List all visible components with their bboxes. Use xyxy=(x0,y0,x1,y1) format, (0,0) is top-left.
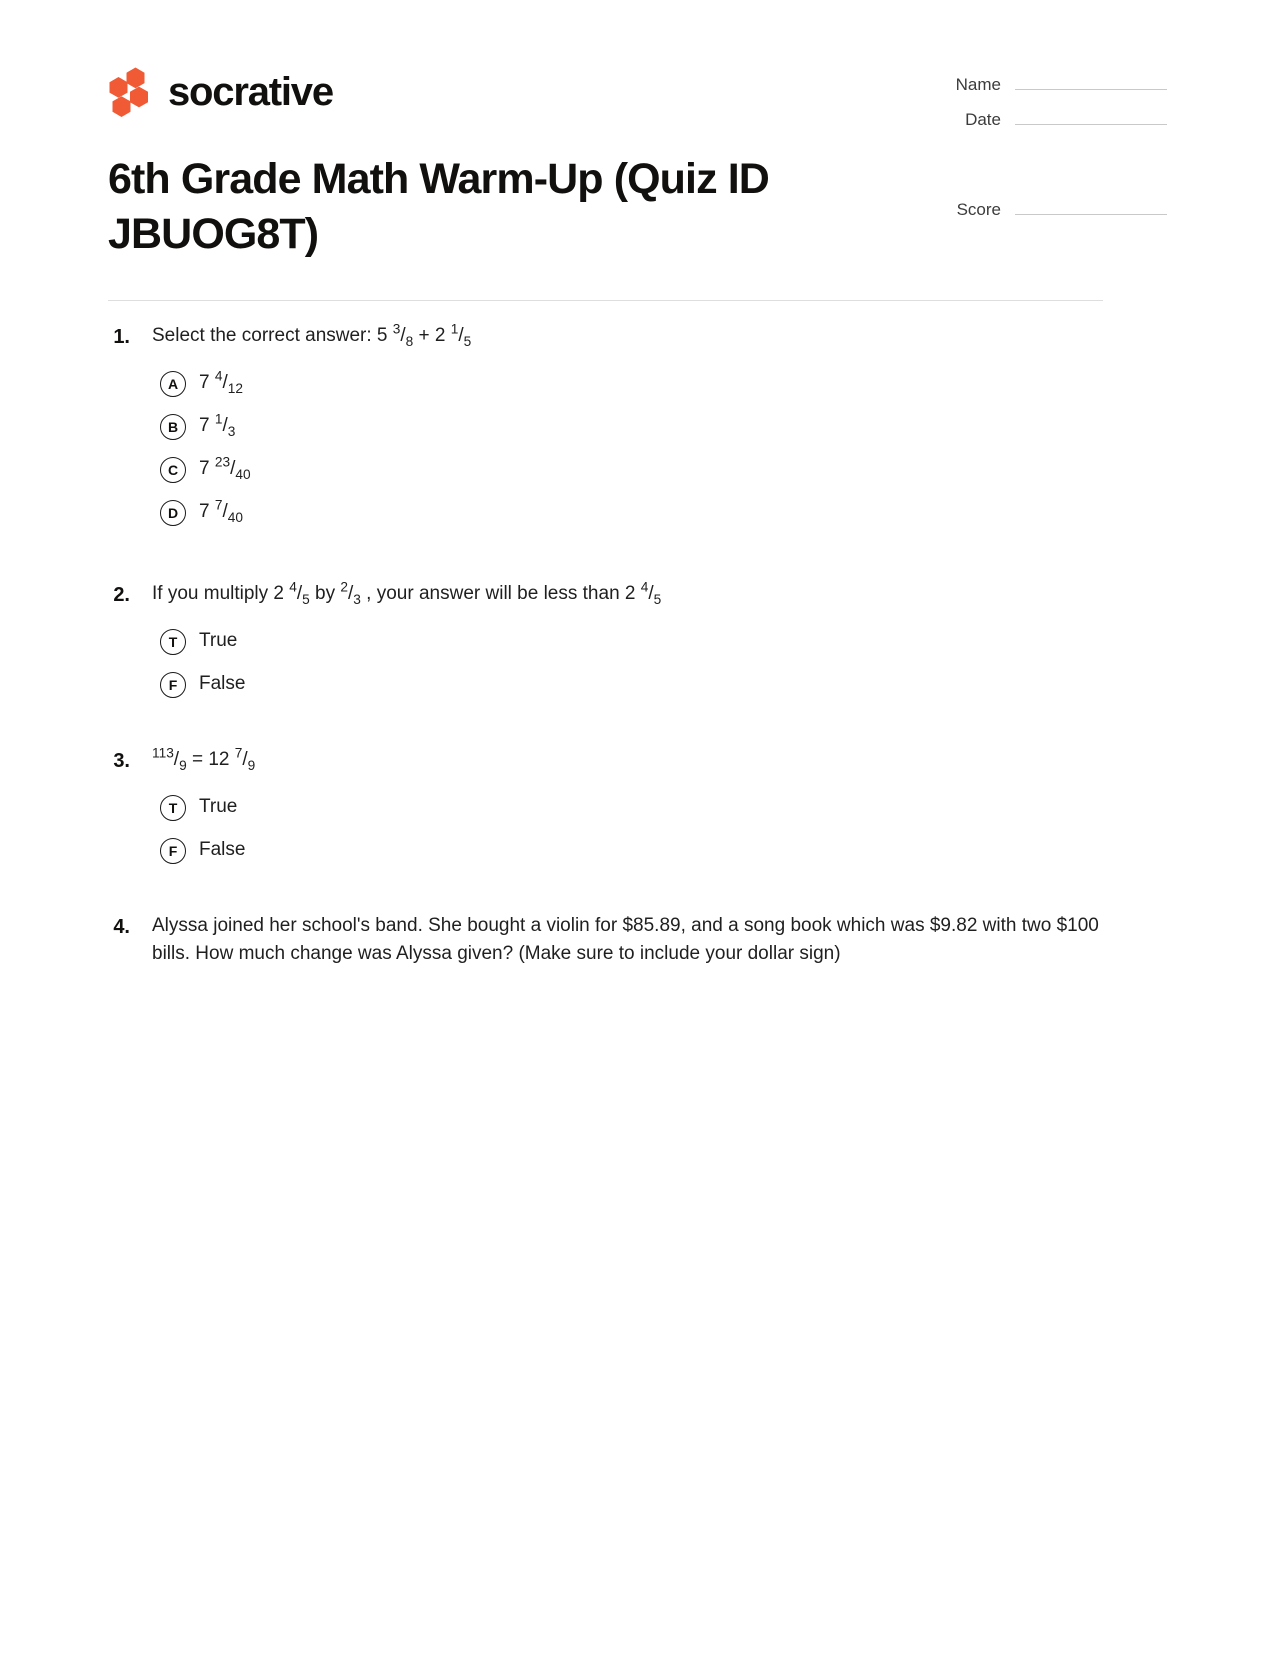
fraction-numerator: 1 xyxy=(450,321,459,337)
question-header xyxy=(108,912,1103,968)
question-item xyxy=(108,912,1103,968)
fraction-numerator: 4 xyxy=(214,368,223,384)
option-label xyxy=(199,497,243,525)
socrative-hexagon-logo-icon xyxy=(108,67,154,117)
page-header xyxy=(0,0,1275,143)
option-bubble-t[interactable]: T xyxy=(160,795,186,821)
fraction-slash: / xyxy=(400,325,406,346)
text-run: True xyxy=(199,630,238,652)
option-bubble-f[interactable]: F xyxy=(160,672,186,698)
student-meta-fields xyxy=(929,73,1167,143)
answer-option[interactable] xyxy=(108,663,1103,706)
fraction-slash: / xyxy=(222,415,228,437)
page-title: 6th Grade Math Warm-Up (Quiz ID JBUOG8T) xyxy=(108,155,769,259)
option-bubble-a[interactable]: A xyxy=(160,371,186,397)
question-number: 1. xyxy=(113,326,130,348)
date-label: Date xyxy=(965,110,1001,129)
text-run: Alyssa joined her school's band. She bought a violin for $85.89, and a song book which was $9.82 with two $100 bills. How much change was Alyssa given? (Make sure to include your dollar sign) xyxy=(152,915,1099,964)
fraction-slash: / xyxy=(348,583,354,604)
fraction-denominator: 40 xyxy=(227,509,243,525)
question-number: 3. xyxy=(113,750,130,772)
answer-option[interactable] xyxy=(108,448,1103,491)
fraction-numerator: 23 xyxy=(214,454,231,470)
text-run: = 12 xyxy=(186,749,235,770)
date-field-row xyxy=(929,108,1167,130)
fraction-numerator: 2 xyxy=(340,579,349,595)
text-run: 7 xyxy=(199,372,215,394)
fraction-denominator: 8 xyxy=(405,333,414,349)
answer-option[interactable] xyxy=(108,829,1103,872)
name-field-row xyxy=(929,73,1167,95)
question-prompt xyxy=(152,322,1103,350)
answer-option[interactable] xyxy=(108,786,1103,829)
brand-wordmark: socrative xyxy=(168,70,333,114)
fraction-numerator: 4 xyxy=(640,579,649,595)
text-run: Select the correct answer: 5 xyxy=(152,325,393,346)
fraction-numerator: 113 xyxy=(152,745,174,761)
text-run: + 2 xyxy=(413,325,451,346)
fraction-slash: / xyxy=(648,583,654,604)
brand-logo xyxy=(108,67,333,117)
question-header xyxy=(108,580,1103,610)
fraction-slash: / xyxy=(222,372,228,394)
score-input-line[interactable] xyxy=(1015,198,1167,215)
option-label xyxy=(199,673,245,696)
fraction-denominator: 40 xyxy=(235,466,251,482)
option-label xyxy=(199,839,245,862)
fraction-slash: / xyxy=(173,749,180,770)
header-divider xyxy=(108,300,1103,301)
text-run: If you multiply 2 xyxy=(152,583,290,604)
fraction-denominator: 12 xyxy=(227,380,243,396)
answer-option[interactable] xyxy=(108,620,1103,663)
fraction-slash: / xyxy=(222,501,228,523)
option-label xyxy=(199,411,236,439)
question-header xyxy=(108,322,1103,352)
fraction-numerator: 7 xyxy=(214,497,223,513)
text-run: by xyxy=(309,583,341,604)
fraction-denominator: 3 xyxy=(227,423,236,439)
fraction-denominator: 3 xyxy=(353,591,361,607)
question-header xyxy=(108,746,1103,776)
option-bubble-t[interactable]: T xyxy=(160,629,186,655)
fraction-denominator: 5 xyxy=(302,591,310,607)
questions-list xyxy=(108,322,1103,968)
option-bubble-c[interactable]: C xyxy=(160,457,186,483)
fraction-numerator: 3 xyxy=(392,321,401,337)
option-label xyxy=(199,630,237,653)
answer-option[interactable] xyxy=(108,405,1103,448)
score-label: Score xyxy=(956,200,1001,219)
answer-options xyxy=(108,620,1103,706)
fraction-numerator: 7 xyxy=(234,745,243,761)
fraction-slash: / xyxy=(458,325,464,346)
question-number: 2. xyxy=(113,584,130,606)
score-field-row xyxy=(929,198,1167,220)
fraction-denominator: 9 xyxy=(179,757,187,773)
fraction-numerator: 4 xyxy=(289,579,297,595)
question-item xyxy=(108,746,1103,872)
text-run: , your answer will be less than 2 xyxy=(360,583,641,604)
option-label xyxy=(199,454,251,482)
question-prompt xyxy=(152,580,1103,608)
fraction-slash: / xyxy=(230,458,236,480)
text-run: True xyxy=(199,796,238,818)
text-run: False xyxy=(199,839,246,861)
option-bubble-f[interactable]: F xyxy=(160,838,186,864)
option-bubble-d[interactable]: D xyxy=(160,500,186,526)
question-item xyxy=(108,322,1103,534)
name-input-line[interactable] xyxy=(1015,73,1167,90)
fraction-numerator: 1 xyxy=(214,411,223,427)
answer-options xyxy=(108,362,1103,534)
name-label: Name xyxy=(955,75,1001,94)
fraction-slash: / xyxy=(242,749,248,770)
question-prompt xyxy=(152,746,1103,774)
text-run: 7 xyxy=(199,458,215,480)
fraction-denominator: 9 xyxy=(247,757,256,773)
question-prompt xyxy=(152,912,1103,968)
question-item xyxy=(108,580,1103,706)
title-block xyxy=(108,152,843,262)
text-run: False xyxy=(199,673,246,695)
text-run: 7 xyxy=(199,415,215,437)
answer-option[interactable] xyxy=(108,362,1103,405)
option-bubble-b[interactable]: B xyxy=(160,414,186,440)
fraction-slash: / xyxy=(296,583,303,604)
fraction-denominator: 5 xyxy=(653,591,662,607)
date-input-line[interactable] xyxy=(1015,108,1167,125)
option-label xyxy=(199,796,237,819)
text-run: 7 xyxy=(199,501,215,523)
question-number: 4. xyxy=(113,916,130,938)
answer-option[interactable] xyxy=(108,491,1103,534)
option-label xyxy=(199,368,243,396)
answer-options xyxy=(108,786,1103,872)
fraction-denominator: 5 xyxy=(463,333,472,349)
